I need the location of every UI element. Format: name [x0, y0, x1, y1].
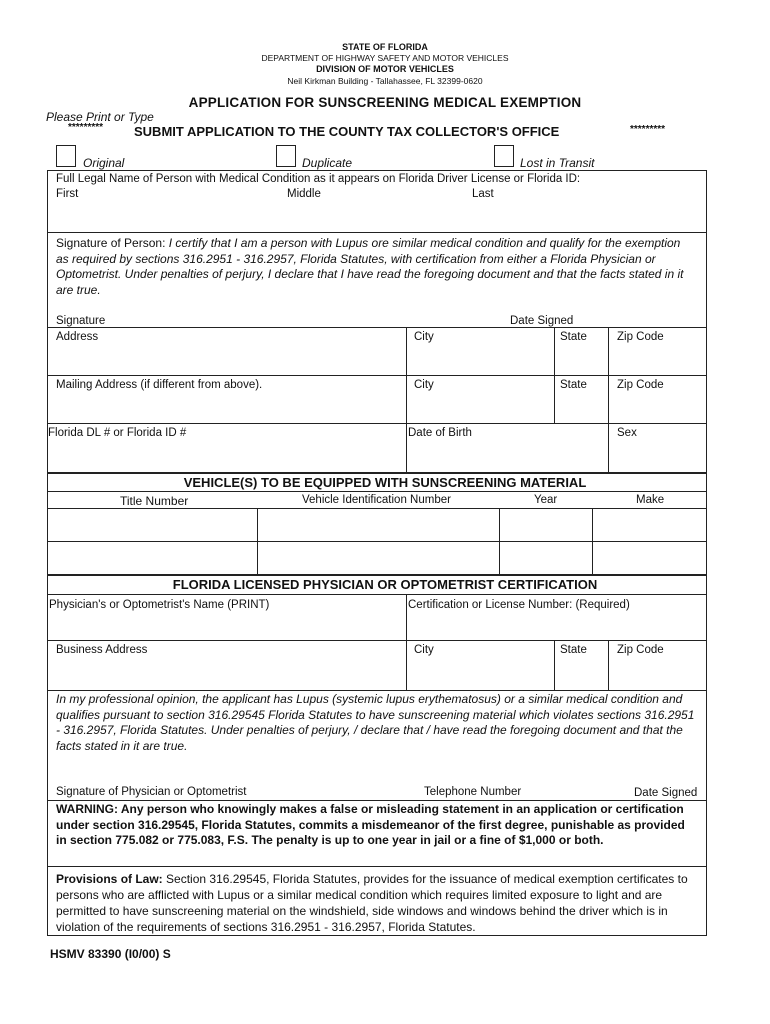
lost-in-transit-label: Lost in Transit — [520, 156, 595, 170]
mailing-state-label: State — [560, 379, 587, 391]
header-state: STATE OF FLORIDA — [342, 42, 428, 52]
header-division: DIVISION OF MOTOR VEHICLES — [316, 64, 454, 74]
print-note: Please Print or Type — [46, 110, 154, 124]
divider — [47, 491, 707, 492]
provisions-text: Section 316.29545, Florida Statutes, provides for the issuance of medical exemption certificates to persons who are afflicted with Lupus or a similar medical condition which requires limited exposure to light and are permitted to have sunscreening material on the windshield, side windows and windows behind the driver which is in violation of the requirements of sections 316.2951 - 316.2957, Florida Statutes. — [56, 872, 688, 934]
mailing-city-label: City — [414, 379, 434, 391]
form-number: HSMV 83390 (I0/00) S — [50, 947, 171, 961]
physician-opinion: In my professional opinion, the applicant has Lupus (systemic lupus erythematosus) or a similar medical condition and qualifies pursuant to section 316.29545 Florida Statutes to have sunscreening material which violates sections 316.2951 - 316.2957, Florida Statutes. Under penalties of perjury, / declare that / have read the foregoing document and that the facts stated in it are true. — [56, 692, 695, 753]
last-name-label: Last — [472, 188, 494, 200]
divider — [592, 508, 593, 574]
divider — [554, 640, 555, 690]
year-header: Year — [534, 494, 558, 506]
divider — [47, 508, 707, 509]
dl-id-label: Florida DL # or Florida ID # — [48, 427, 187, 439]
certification-statement: I certify that I am a person with Lupus ore similar medical condition and qualify for the exemption as required by sections 316.2951 - 316.2957, Florida Statutes, with certification from either a Florida Physician or Optometrist. Under penalties of perjury, I declare that I have read the foregoing document and that the facts stated in it are true. — [56, 236, 684, 297]
divider — [47, 690, 707, 691]
title-number-header: Title Number — [120, 494, 189, 508]
signature-label: Signature — [56, 315, 106, 327]
divider — [257, 508, 258, 574]
divider — [47, 594, 707, 595]
submit-instruction: SUBMIT APPLICATION TO THE COUNTY TAX COLLECTOR'S OFFICE — [134, 124, 560, 139]
provisions-label: Provisions of Law: — [56, 872, 163, 886]
make-header: Make — [636, 494, 665, 506]
divider — [499, 508, 500, 574]
duplicate-label: Duplicate — [302, 156, 353, 170]
header-address: Neil Kirkman Building - Tallahassee, FL 32399-0620 — [287, 76, 483, 86]
full-name-label: Full Legal Name of Person with Medical Condition as it appears on Florida Driver License or Florida ID: — [56, 173, 581, 185]
state-label: State — [560, 331, 587, 343]
submit-stars-right: ********* — [630, 124, 666, 135]
header-department: DEPARTMENT OF HIGHWAY SAFETY AND MOTOR VEHICLES — [261, 53, 509, 63]
physician-signature-label: Signature of Physician or Optometrist — [56, 786, 247, 798]
mailing-address-label: Mailing Address (if different from above). — [56, 379, 263, 391]
business-zip-label: Zip Code — [617, 644, 664, 656]
divider — [47, 375, 707, 376]
duplicate-checkbox[interactable] — [276, 145, 296, 167]
physician-date-signed-label: Date Signed — [634, 787, 698, 799]
physician-name-label: Physician's or Optometrist's Name (PRINT) — [49, 599, 270, 611]
physician-heading: FLORIDA LICENSED PHYSICIAN OR OPTOMETRIST CERTIFICATION — [172, 577, 598, 592]
warning-text: WARNING: Any person who knowingly makes a false or misleading statement in an application or certification under section 316.29545, Florida Statutes, commits a misdemeanor of the first degree, punishable as provided in section 775.082 or 775.083, F.S. The penalty is up to one year in jail or a fine of $1,000 or both. — [56, 802, 685, 847]
middle-name-label: Middle — [287, 188, 321, 200]
sex-label: Sex — [617, 427, 637, 439]
provisions-of-law — [56, 871, 700, 935]
mailing-zip-label: Zip Code — [617, 379, 664, 391]
form-title: APPLICATION FOR SUNSCREENING MEDICAL EXEMPTION — [188, 95, 582, 110]
telephone-label: Telephone Number — [424, 786, 522, 798]
divider — [406, 594, 407, 690]
divider — [608, 327, 609, 472]
divider — [47, 423, 707, 424]
original-checkbox[interactable] — [56, 145, 76, 167]
divider — [47, 800, 707, 801]
city-label: City — [414, 331, 434, 343]
divider — [47, 866, 707, 867]
zip-label: Zip Code — [617, 331, 664, 343]
business-address-label: Business Address — [56, 644, 148, 656]
lost-in-transit-checkbox[interactable] — [494, 145, 514, 167]
original-label: Original — [83, 156, 125, 170]
first-name-label: First — [56, 188, 79, 200]
vehicles-heading: VEHICLE(S) TO BE EQUIPPED WITH SUNSCREENING MATERIAL — [183, 475, 587, 490]
license-number-label: Certification or License Number: (Required) — [408, 599, 630, 611]
date-of-birth-label: Date of Birth — [408, 427, 472, 439]
signature-of-person-label: Signature of Person: — [56, 236, 166, 250]
date-signed-label: Date Signed — [510, 315, 574, 327]
divider — [47, 232, 707, 233]
address-label: Address — [56, 331, 99, 343]
submit-stars-left: ********* — [68, 122, 104, 133]
applicant-certification — [56, 236, 696, 298]
divider — [406, 327, 407, 472]
divider — [608, 640, 609, 690]
business-state-label: State — [560, 644, 587, 656]
vin-header: Vehicle Identification Number — [302, 494, 451, 506]
divider — [47, 541, 707, 542]
business-city-label: City — [414, 644, 434, 656]
